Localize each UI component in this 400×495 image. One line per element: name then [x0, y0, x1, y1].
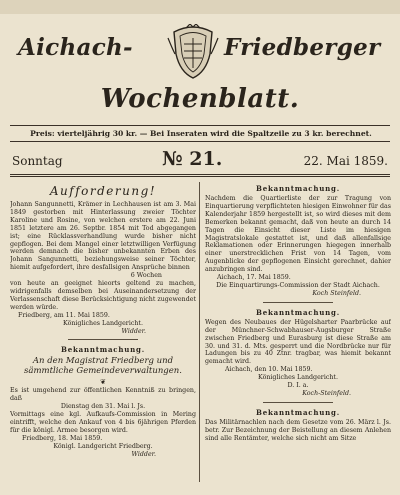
- divider: [10, 125, 390, 126]
- divider: [263, 302, 333, 303]
- notice-authority: Die Einquartirungs-Commission der Stadt Aichach.: [216, 281, 380, 289]
- notice-line: D. I. a.: [287, 382, 309, 390]
- masthead: [0, 18, 400, 78]
- divider: [10, 176, 390, 177]
- notice-heading: Bekanntmachung.: [61, 345, 145, 355]
- notice-body-2: von heute an geeignet hieorts geltend zu machen, widrigenfalls demselben bei Auseinandersetzung der Verlassenschaft diese Berücksichtigung nicht zugewendet werden würde.: [10, 280, 196, 311]
- title-left: Aichach-: [18, 34, 133, 61]
- notice-body: Nachdem die Quartierliste der zur Tragung von Einquartierung verpflichteten hiesigen Einwohner für das Kalenderjahr 1859 hergestellt ist, so wird dieses mit dem Bemerken bekannt gemacht, daß von heute an durch 14 Tagen die Einsicht dieser Liste im hiesigen Magistratslokale gestattet ist, und daß allenfallsige Reklamationen oder Erinnerungen hiegegen innerhalb einer unerstrecklichen Frist von 14 Tagen, vom Augenblicke der gepflogenen Einsicht gerechnet, dahier anzubringen sind.: [205, 195, 391, 274]
- ornament-icon: ❦: [100, 378, 106, 387]
- issue-number: № 21.: [162, 148, 223, 170]
- notice-place-date: Friedberg, am 11. Mai 1859.: [18, 311, 110, 319]
- notice-heading: Bekanntmachung.: [256, 184, 340, 193]
- notice-place-date: Aichach, den 10. Mai 1859.: [225, 366, 313, 374]
- title-right: Friedberger: [224, 34, 381, 61]
- notice-court: Königliches Landgericht.: [258, 374, 338, 382]
- notice-body-2: Vormittags eine kgl. Aufkaufs-Commission in Mering eintrifft, welche den Ankauf von 4 bis 6jährigen Pferden für die königl. Armee besorgen wird.: [10, 411, 196, 434]
- dateline: [10, 148, 390, 170]
- page-title: Wochenblatt.: [100, 84, 300, 114]
- divider: [263, 402, 333, 403]
- divider: [10, 141, 390, 142]
- notice-anlehen: [205, 406, 391, 443]
- notice-bekanntmachung-horses: [10, 343, 196, 458]
- notice-signer: Widder.: [131, 450, 156, 458]
- notice-body: Wegen des Neubaues der Hügelsharter Paarbrücke auf der Münchner-Schwabhauser-Augsburger Straße zwischen Friedberg und Eurasburg ist diese Straße am 30. und 31. d. Mts. gesperrt und die Nordbrücke nur für Ladungen bis zu 40 Ztnr. tragbar, was hiemit bekannt gemacht wird.: [205, 318, 391, 366]
- notice-body: Johann Sangunnetti, Krämer in Lechhausen ist am 3. Mai 1849 gestorben mit Hinterlassung zweier Töchter Karoline und Rosine, von welchen erstere am 22. Juni 1851 letztere am 26. Septbr. 1854 mit Tod abgegangen ist; eine Rücklassverhandlung wurde bisher nicht gepflogen. Bei dem Mangel einer letztwilligen Verfügung werden demnach die bisher unbekannten Erben des Johann Sangunnetti, beziehungsweise seiner Töchter, hiemit aufgefordert, ihre desfallsigen Ansprüche binnen: [10, 201, 196, 272]
- notice-bridge: [205, 306, 391, 398]
- notice-quartierliste: [205, 182, 391, 298]
- notice-heading: Aufforderung!: [49, 184, 157, 198]
- notice-aufforderung: [10, 182, 196, 335]
- price-line: Preis: vierteljährig 30 kr. — Bei Inseraten wird die Spaltzeile zu 3 kr. berechnet.: [30, 129, 372, 138]
- left-column: [10, 182, 196, 459]
- notice-court: Königliches Landgericht.: [63, 319, 143, 327]
- issue-date: 22. Mai 1859.: [303, 154, 388, 168]
- notice-signer: Widder.: [121, 327, 146, 335]
- coat-of-arms-icon: [166, 24, 220, 80]
- notice-date-line: Dienstag den 31. Mai l. Js.: [60, 403, 146, 411]
- issue-day: Sonntag: [12, 154, 63, 168]
- notice-subheading: An den Magistrat Friedberg und sämmtliche Gemeindeverwaltungen.: [24, 356, 182, 377]
- notice-heading: Bekanntmachung.: [256, 307, 340, 317]
- notice-signer: Koch Steinfeld.: [312, 289, 361, 297]
- notice-court: Königl. Landgericht Friedberg.: [53, 442, 153, 450]
- divider: [68, 339, 138, 340]
- notice-heading: Bekanntmachung.: [256, 407, 340, 417]
- notice-weeks: 6 Wochen: [130, 272, 162, 280]
- divider: [10, 174, 390, 175]
- notice-signer: Koch-Steinfeld.: [302, 389, 351, 397]
- right-column: [205, 182, 391, 443]
- notice-place-date: Aichach, 17. Mai 1859.: [217, 274, 291, 282]
- torn-top-edge: [0, 0, 400, 14]
- column-divider: [199, 182, 200, 482]
- notice-body: Es ist umgehend zur öffentlichen Kenntniß zu bringen, daß: [10, 387, 196, 403]
- notice-body: Das Militärnachlen nach dem Gesetze vom 26. März l. Js. betr. Zur Bezeichnung der Beistellung an diesem Anlehen sind alle Rentämter, welche sich nicht am Sitze: [205, 418, 391, 442]
- notice-place-date: Friedberg, 18. Mai 1859.: [22, 434, 103, 442]
